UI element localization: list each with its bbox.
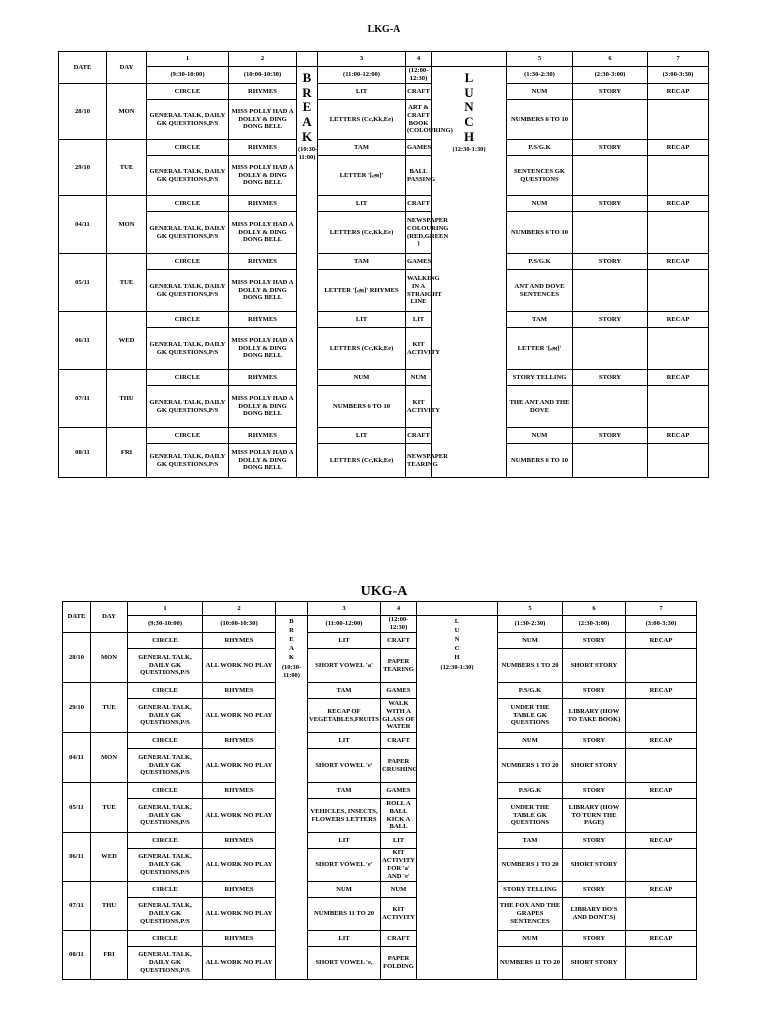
subject-cell: RHYMES [203, 783, 276, 799]
subject-cell: CIRCLE [147, 254, 229, 270]
subject-cell: STORY [563, 733, 626, 749]
period-time: (3:00-3:30) [626, 616, 697, 633]
period-time: (9:30-10:00) [128, 616, 203, 633]
subject-cell: RECAP [648, 140, 709, 156]
period-time: (11:00-12:00) [318, 67, 406, 84]
subject-cell: GAMES [381, 683, 417, 699]
subject-cell: TAM [498, 833, 563, 849]
content-cell: GENERAL TALK, DAILY GK QUESTIONS,P/S [128, 849, 203, 882]
subject-cell: RHYMES [203, 833, 276, 849]
content-cell: THE FOX AND THE GRAPES SENTENCES [498, 898, 563, 931]
ukg-title: UKG-A [360, 584, 408, 599]
subject-cell: STORY [563, 783, 626, 799]
break-letter: A [302, 114, 312, 130]
content-cell: NEWSPAPER COLOURING (RED,GREEN ) [406, 212, 432, 254]
lunch-letter: L [454, 618, 460, 625]
content-cell: THE ANT AND THE DOVE [507, 386, 573, 428]
day-cell: TUE [91, 683, 128, 733]
lunch-time: (12:30-1:30) [452, 146, 486, 154]
day-cell: MON [91, 733, 128, 783]
day-header: DAY [107, 52, 147, 84]
ukg-timetable [62, 601, 697, 980]
content-cell [573, 444, 648, 478]
subject-cell: P.S/G.K [507, 254, 573, 270]
subject-cell: P.S/G.K [507, 140, 573, 156]
subject-cell: RECAP [626, 733, 697, 749]
period-number: 6 [573, 52, 648, 67]
lunch-letter: N [464, 99, 474, 115]
lunch-time: (12:30-1:30) [440, 664, 474, 672]
date-cell: 29/10 [63, 683, 91, 733]
lunch-letter: U [454, 626, 460, 634]
content-cell: ALL WORK NO PLAY [203, 649, 276, 683]
day-cell: THU [107, 370, 147, 428]
subject-cell: CIRCLE [147, 428, 229, 444]
subject-cell: CIRCLE [128, 931, 203, 947]
content-cell: ALL WORK NO PLAY [203, 849, 276, 882]
subject-cell: NUM [308, 882, 381, 898]
content-cell [626, 699, 697, 733]
subject-cell: NUM [507, 428, 573, 444]
content-cell: UNDER THE TABLE GK QUESTIONS [498, 799, 563, 833]
break-time: (10:30-11:00) [298, 146, 318, 162]
subject-cell: GAMES [406, 140, 432, 156]
content-cell: MISS POLLY HAD A DOLLY & DING DONG BELL [229, 328, 297, 370]
subject-cell: CIRCLE [128, 733, 203, 749]
date-header: DATE [63, 602, 91, 633]
subject-cell: STORY [563, 931, 626, 947]
content-cell [648, 156, 709, 196]
subject-cell: RECAP [648, 370, 709, 386]
subject-cell: RECAP [648, 428, 709, 444]
subject-cell: STORY [573, 312, 648, 328]
subject-cell: RHYMES [229, 196, 297, 212]
content-cell: WALK WITH A GLASS OF WATER [381, 699, 417, 733]
content-cell: WALKING IN A STRAIGHT LINE [406, 270, 432, 312]
content-cell: GENERAL TALK, DAILY GK QUESTIONS,P/S [147, 444, 229, 478]
content-cell: KIT ACTIVITY FOR 'a' AND 'e' [382, 849, 415, 880]
content-cell: LETTER '[அ]' [318, 156, 406, 196]
content-cell: BALL PASSING [406, 156, 432, 196]
content-cell [648, 212, 709, 254]
content-cell: ALL WORK NO PLAY [203, 799, 276, 833]
content-cell: UNDER THE TABLE GK QUESTIONS [498, 699, 563, 733]
date-cell: 07/11 [59, 370, 107, 428]
subject-cell: CIRCLE [128, 683, 203, 699]
period-time: (9:30-10:00) [147, 67, 229, 84]
subject-cell: STORY TELLING [507, 370, 573, 386]
period-number: 2 [203, 602, 276, 616]
subject-cell: STORY [573, 428, 648, 444]
day-cell: TUE [107, 140, 147, 196]
content-cell: NUMBERS 6 TO 10 [507, 444, 573, 478]
content-cell [573, 270, 648, 312]
lkg-title: LKG-A [367, 24, 401, 35]
content-cell: VEHICLES, INSECTS, FLOWERS LETTERS [308, 799, 381, 833]
content-cell: ROLL A BALL KICK A BALL [381, 799, 417, 833]
subject-cell: RECAP [626, 833, 697, 849]
subject-cell: CRAFT [406, 196, 432, 212]
content-cell: GENERAL TALK, DAILY GK QUESTIONS,P/S [128, 749, 203, 783]
content-cell: LETTERS (Cc,Kk,Ee) [318, 100, 406, 140]
subject-cell: TAM [308, 783, 381, 799]
content-cell: MISS POLLY HAD A DOLLY & DING DONG BELL [229, 386, 297, 428]
subject-cell: LIT [308, 633, 381, 649]
period-number: 5 [507, 52, 573, 67]
content-cell: MISS POLLY HAD A DOLLY & DING DONG BELL [229, 156, 297, 196]
subject-cell: RHYMES [229, 428, 297, 444]
content-cell: PAPER TEARING [381, 649, 417, 683]
subject-cell: STORY [573, 370, 648, 386]
content-cell: KIT ACTIVITY [381, 898, 417, 931]
subject-cell: RECAP [626, 633, 697, 649]
period-number: 4 [406, 52, 432, 67]
period-number: 6 [563, 602, 626, 616]
subject-cell: RECAP [648, 196, 709, 212]
subject-cell: TAM [507, 312, 573, 328]
subject-cell: RHYMES [203, 733, 276, 749]
break-letter: A [289, 644, 294, 652]
day-cell: TUE [91, 783, 128, 833]
content-cell: NUMBERS 11 TO 20 [498, 947, 563, 980]
date-cell: 08/11 [59, 428, 107, 478]
subject-cell: RECAP [648, 84, 709, 100]
subject-cell: STORY [573, 140, 648, 156]
subject-cell: STORY [573, 254, 648, 270]
period-time: (2:30-3:00) [573, 67, 648, 84]
subject-cell: CIRCLE [147, 140, 229, 156]
subject-cell: RHYMES [229, 370, 297, 386]
lunch-letter: L [464, 70, 474, 85]
content-cell [573, 386, 648, 428]
break-letter: K [301, 128, 313, 144]
lunch-column [417, 616, 498, 980]
subject-cell: CIRCLE [147, 196, 229, 212]
subject-cell: RECAP [648, 312, 709, 328]
content-cell: GENERAL TALK, DAILY GK QUESTIONS,P/S [128, 947, 203, 980]
content-cell: SHORT VOWEL 'e' [308, 749, 381, 783]
content-cell: LETTERS (Cc,Kk,Ee) [318, 444, 406, 478]
period-number: 1 [147, 52, 229, 67]
subject-cell: RHYMES [229, 84, 297, 100]
lkg-timetable [58, 51, 709, 478]
break-letter: K [288, 653, 295, 661]
period-time: (11:00-12:00) [308, 616, 381, 633]
subject-cell: CIRCLE [147, 84, 229, 100]
subject-cell: CRAFT [381, 931, 417, 947]
date-cell: 28/10 [59, 84, 107, 140]
content-cell: GENERAL TALK, DAILY GK QUESTIONS,P/S [128, 699, 203, 733]
date-header: DATE [59, 52, 107, 84]
lunch-letter: H [463, 128, 475, 144]
break-letter: R [302, 84, 312, 100]
content-cell [573, 328, 648, 370]
subject-cell: NUM [498, 733, 563, 749]
lunch-header-blank [417, 602, 498, 616]
subject-cell: CRAFT [381, 733, 417, 749]
day-cell: FRI [91, 931, 128, 980]
subject-cell: NUM [381, 882, 417, 898]
period-time: (10:00-10:30) [203, 616, 276, 633]
subject-cell: CIRCLE [128, 882, 203, 898]
period-number: 4 [381, 602, 417, 616]
content-cell: NUMBERS 1 TO 20 [498, 849, 563, 882]
content-cell [626, 898, 697, 931]
content-cell: MISS POLLY HAD A DOLLY & DING DONG BELL [229, 444, 297, 478]
subject-cell: TAM [308, 683, 381, 699]
subject-cell: LIT [406, 312, 432, 328]
content-cell: PAPER FOLDING [381, 947, 417, 980]
subject-cell: CRAFT [406, 84, 432, 100]
content-cell: NUMBERS 6 TO 10 [507, 212, 573, 254]
subject-cell: LIT [308, 931, 381, 947]
break-header-blank [297, 52, 318, 67]
subject-cell: RECAP [626, 882, 697, 898]
content-cell [648, 100, 709, 140]
period-time: (3:00-3:30) [648, 67, 709, 84]
subject-cell: STORY [563, 882, 626, 898]
date-cell: 08/11 [63, 931, 91, 980]
content-cell: GENERAL TALK, DAILY GK QUESTIONS,P/S [128, 799, 203, 833]
day-cell: MON [107, 84, 147, 140]
lunch-letter: C [464, 114, 474, 130]
content-cell: LIBRARY (HOW TO TAKE BOOK) [563, 699, 626, 733]
subject-cell: P.S/G.K [498, 683, 563, 699]
subject-cell: NUM [318, 370, 406, 386]
date-cell: 07/11 [63, 882, 91, 931]
period-time: (2:30-3:00) [563, 616, 626, 633]
content-cell: GENERAL TALK, DAILY GK QUESTIONS,P/S [147, 328, 229, 370]
break-letter: B [302, 70, 312, 85]
content-cell: MISS POLLY HAD A DOLLY & DING DONG BELL [229, 212, 297, 254]
content-cell: LIBRARY (HOW TO TURN THE PAGE) [563, 799, 626, 833]
content-cell [626, 947, 697, 980]
break-letter: E [289, 635, 294, 643]
break-letter: R [289, 626, 294, 634]
content-cell: LIBRARY DO'S AND DONT'S) [563, 898, 626, 931]
content-cell [626, 749, 697, 783]
content-cell: ALL WORK NO PLAY [203, 898, 276, 931]
content-cell [626, 799, 697, 833]
content-cell: SHORT STORY [563, 849, 626, 882]
day-cell: MON [91, 633, 128, 683]
content-cell: GENERAL TALK, DAILY GK QUESTIONS,P/S [128, 649, 203, 683]
period-number: 7 [626, 602, 697, 616]
content-cell: LETTERS (Cc,Kk,Ee) [318, 212, 406, 254]
lunch-letter: N [454, 635, 460, 643]
day-cell: FRI [107, 428, 147, 478]
day-cell: TUE [107, 254, 147, 312]
lunch-letter: H [454, 653, 460, 661]
subject-cell: TAM [318, 254, 406, 270]
content-cell: LETTERS (Cc,Kk,Ee) [318, 328, 406, 370]
content-cell [626, 849, 697, 882]
day-cell: WED [91, 833, 128, 882]
subject-cell: RECAP [648, 254, 709, 270]
subject-cell: CIRCLE [128, 633, 203, 649]
period-number: 3 [308, 602, 381, 616]
lunch-letter: U [464, 84, 474, 100]
content-cell: ART & CRAFT BOOK (COLOURING) [406, 100, 432, 140]
date-cell: 04/11 [63, 733, 91, 783]
content-cell: MISS POLLY HAD A DOLLY & DING DONG BELL [229, 100, 297, 140]
period-time: (1:30-2:30) [498, 616, 563, 633]
subject-cell: RECAP [626, 931, 697, 947]
content-cell: SHORT STORY [563, 947, 626, 980]
content-cell [573, 100, 648, 140]
content-cell: SHORT STORY [563, 749, 626, 783]
subject-cell: NUM [498, 931, 563, 947]
subject-cell: RECAP [626, 683, 697, 699]
break-letter: E [302, 99, 312, 115]
subject-cell: CIRCLE [128, 783, 203, 799]
subject-cell: NUM [507, 196, 573, 212]
content-cell: KIT ACTIVITY [406, 328, 432, 370]
subject-cell: CRAFT [406, 428, 432, 444]
content-cell [573, 156, 648, 196]
subject-cell: LIT [318, 312, 406, 328]
period-time: (12:00-12:30) [381, 616, 417, 633]
break-time: (10:30-11:00) [281, 664, 302, 680]
content-cell: SENTENCES GK QUESTIONS [507, 156, 573, 196]
subject-cell: NUM [406, 370, 432, 386]
content-cell: SHORT VOWEL 'e' [308, 849, 381, 882]
day-cell: MON [107, 196, 147, 254]
subject-cell: LIT [318, 428, 406, 444]
content-cell: GENERAL TALK, DAILY GK QUESTIONS,P/S [147, 386, 229, 428]
date-cell: 06/11 [63, 833, 91, 882]
content-cell: NEWSPAPER TEARING [406, 444, 432, 478]
subject-cell: LIT [308, 833, 381, 849]
subject-cell: CIRCLE [128, 833, 203, 849]
date-cell: 04/11 [59, 196, 107, 254]
content-cell: LETTER '[அ]' [507, 328, 573, 370]
subject-cell: RECAP [626, 783, 697, 799]
content-cell: NUMBERS 1 TO 20 [498, 649, 563, 683]
subject-cell: NUM [498, 633, 563, 649]
subject-cell: RHYMES [229, 140, 297, 156]
subject-cell: STORY [563, 833, 626, 849]
day-header: DAY [91, 602, 128, 633]
content-cell: SHORT STORY [563, 649, 626, 683]
subject-cell: GAMES [406, 254, 432, 270]
subject-cell: RHYMES [203, 683, 276, 699]
content-cell: GENERAL TALK, DAILY GK QUESTIONS,P/S [128, 898, 203, 931]
period-time: (10:00-10:30) [229, 67, 297, 84]
date-cell: 05/11 [63, 783, 91, 833]
subject-cell: LIT [318, 84, 406, 100]
period-number: 3 [318, 52, 406, 67]
content-cell [648, 328, 709, 370]
content-cell: NUMBERS 1 TO 20 [498, 749, 563, 783]
subject-cell: TAM [318, 140, 406, 156]
content-cell: GENERAL TALK, DAILY GK QUESTIONS,P/S [147, 212, 229, 254]
subject-cell: CRAFT [381, 633, 417, 649]
period-time: (12:00-12:30) [406, 67, 432, 84]
period-number: 2 [229, 52, 297, 67]
date-cell: 06/11 [59, 312, 107, 370]
lunch-header-blank [432, 52, 507, 67]
content-cell: NUMBERS 6 TO 10 [507, 100, 573, 140]
content-cell [648, 386, 709, 428]
content-cell: KIT ACTIVITY [406, 386, 432, 428]
subject-cell: RHYMES [203, 882, 276, 898]
content-cell: LETTER '[அ]' RHYMES [318, 270, 406, 312]
content-cell: RECAP OF VEGETABLES,FRUITS [308, 699, 381, 733]
subject-cell: CIRCLE [147, 312, 229, 328]
date-cell: 29/10 [59, 140, 107, 196]
break-letter: B [289, 618, 294, 625]
subject-cell: RHYMES [203, 633, 276, 649]
period-time: (1:30-2:30) [507, 67, 573, 84]
subject-cell: NUM [507, 84, 573, 100]
content-cell [648, 444, 709, 478]
content-cell: GENERAL TALK, DAILY GK QUESTIONS,P/S [147, 156, 229, 196]
content-cell: NUMBERS 6 TO 10 [318, 386, 406, 428]
content-cell: PAPER CRUSHING [381, 749, 417, 783]
subject-cell: RHYMES [203, 931, 276, 947]
content-cell [573, 212, 648, 254]
subject-cell: RHYMES [229, 312, 297, 328]
date-cell: 28/10 [63, 633, 91, 683]
break-header-blank [276, 602, 308, 616]
subject-cell: P.S/G.K [498, 783, 563, 799]
subject-cell: LIT [318, 196, 406, 212]
content-cell [648, 270, 709, 312]
subject-cell: GAMES [381, 783, 417, 799]
content-cell: MISS POLLY HAD A DOLLY & DING DONG BELL [229, 270, 297, 312]
subject-cell: STORY TELLING [498, 882, 563, 898]
subject-cell: LIT [308, 733, 381, 749]
content-cell [626, 649, 697, 683]
content-cell: GENERAL TALK, DAILY GK QUESTIONS,P/S [147, 270, 229, 312]
content-cell: SHORT VOWEL 'e, [308, 947, 381, 980]
period-number: 1 [128, 602, 203, 616]
break-column [276, 616, 308, 980]
content-cell: GENERAL TALK, DAILY GK QUESTIONS,P/S [147, 100, 229, 140]
day-cell: THU [91, 882, 128, 931]
date-cell: 05/11 [59, 254, 107, 312]
subject-cell: STORY [563, 683, 626, 699]
subject-cell: STORY [563, 633, 626, 649]
subject-cell: LIT [381, 833, 417, 849]
period-number: 5 [498, 602, 563, 616]
content-cell: ALL WORK NO PLAY [203, 749, 276, 783]
subject-cell: CIRCLE [147, 370, 229, 386]
subject-cell: RHYMES [229, 254, 297, 270]
content-cell: NUMBERS 11 TO 20 [308, 898, 381, 931]
break-column [297, 67, 318, 478]
content-cell: ANT AND DOVE SENTENCES [507, 270, 573, 312]
content-cell: ALL WORK NO PLAY [203, 947, 276, 980]
content-cell: SHORT VOWEL 'a' [308, 649, 381, 683]
subject-cell: STORY [573, 84, 648, 100]
subject-cell: STORY [573, 196, 648, 212]
day-cell: WED [107, 312, 147, 370]
content-cell: ALL WORK NO PLAY [203, 699, 276, 733]
period-number: 7 [648, 52, 709, 67]
lunch-letter: C [454, 644, 460, 652]
